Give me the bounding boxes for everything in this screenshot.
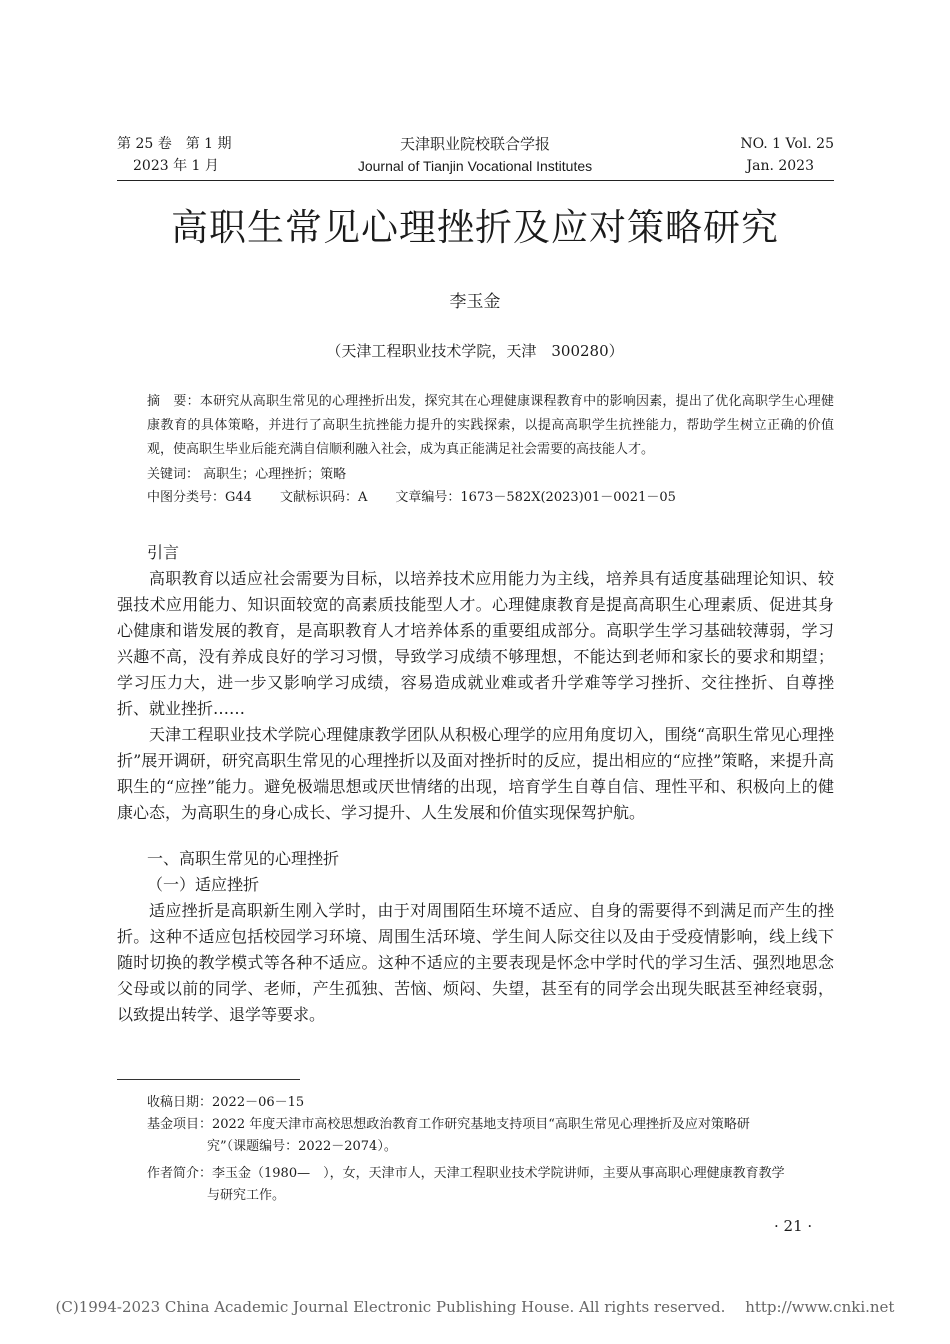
footnote-received: 收稿日期：2022－06－15 (147, 1095, 305, 1110)
page-number: · 21 · (774, 1217, 813, 1235)
paragraph: 高职教育以适应社会需要为目标，以培养技术应用能力为主线，培养具有适度基础理论知识、较强技术应用能力、知识面较宽的高素质技能型人才。心理健康教育是提高高职生心理素质、促进其身心健康和谐发展的教育，是高职教育人才培养体系的重要组成部分。高职学生学习基础较薄弱，学习兴趣不高，没有养成良好的学习习惯，导致学习成绩不够理想，不能达到老师和家长的要求和期望；学习压力大，进一步又影响学习成绩，容易造成就业难或者升学难等学习挫折、交往挫折、自尊挫折、就业挫折…… (117, 569, 834, 718)
author-name: 李玉金 (449, 292, 501, 312)
bio-text-line-2: 与研究工作。 (207, 1188, 286, 1203)
bio-text-line-1: 李玉金（1980— ），女，天津市人，天津工程职业技术学院讲师，主要从事高职心理健康教育教学 (212, 1166, 785, 1181)
bio-label: 作者简介： (147, 1166, 213, 1181)
header-date-cn: 2023 年 1 月 (133, 158, 219, 174)
footnote-fund (147, 1114, 834, 1158)
document-code: 文献标识码：A (279, 490, 368, 505)
abstract (147, 390, 834, 462)
article-number: 文章编号：1673－582X(2023)01－0021－05 (395, 490, 676, 505)
author-affiliation: （天津工程职业技术学院，天津 300280） (326, 342, 624, 360)
section-heading: 一、高职生常见的心理挫折 (147, 849, 340, 868)
fund-label: 基金项目： (147, 1117, 213, 1132)
fund-text-line-1: 2022 年度天津市高校思想政治教育工作研究基地支持项目“高职生常见心理挫折及应对策略研 (212, 1117, 750, 1132)
paragraph: 天津工程职业技术学院心理健康教学团队从积极心理学的应用角度切入，围绕“高职生常见心理挫折”展开调研，研究高职生常见的心理挫折以及面对挫折时的反应，提出相应的“应挫”策略，来提升高职生的“应挫”能力。避免极端思想或厌世情绪的出现，培育学生自尊自信、理性平和、积极向上的健康心态，为高职生的身心成长、学习提升、人生发展和价值实现保驾护航。 (117, 725, 834, 822)
article-title: 高职生常见心理挫折及应对策略研究 (171, 206, 779, 249)
intro-body (117, 566, 834, 826)
keywords-text: 高职生；心理挫折；策略 (203, 467, 347, 482)
footnote-rule (117, 1079, 300, 1080)
copyright-notice: (C)1994-2023 China Academic Journal Electronic Publishing House. All rights reserved. http://www.cnki.net (55, 1298, 895, 1316)
header-journal-cn: 天津职业院校联合学报 (399, 135, 550, 153)
footnote-bio (147, 1163, 834, 1207)
subsection-heading: （一）适应挫折 (147, 875, 260, 894)
header-volume-issue: 第 25 卷 第 1 期 (117, 136, 232, 152)
header-vol-en: NO. 1 Vol. 25 (740, 136, 834, 152)
clc-number: 中图分类号：G44 (147, 490, 252, 505)
paragraph: 适应挫折是高职新生刚入学时，由于对周围陌生环境不适应、自身的需要得不到满足而产生的挫折。这种不适应包括校园学习环境、周围生活环境、学生间人际交往以及由于受疫情影响，线上线下随时切换的教学模式等各种不适应。这种不适应的主要表现是怀念中学时代的学习生活、强烈地思念父母或以前的同学、老师，产生孤独、苦恼、烦闷、失望，甚至有的同学会出现失眠甚至神经衰弱，以致提出转学、退学等要求。 (117, 901, 834, 1024)
intro-heading: 引言 (147, 543, 180, 562)
keywords-label: 关键词： (147, 467, 200, 482)
header-journal-en: Journal of Tianjin Vocational Institutes (357, 158, 593, 174)
abstract-text: 本研究从高职生常见的心理挫折出发，探究其在心理健康课程教育中的影响因素，提出了优化高职学生心理健康教育的具体策略，并进行了高职生抗挫能力提升的实践探索，以提高高职学生抗挫能力，帮助学生树立正确的价值观，使高职生毕业后能充满自信顺利融入社会，成为真正能满足社会需要的高技能人才。 (147, 394, 834, 457)
abstract-label: 摘 要： (147, 394, 200, 409)
header-rule (117, 180, 834, 181)
classification-line (147, 488, 676, 508)
fund-text-line-2: 究”（课题编号：2022－2074）。 (207, 1139, 397, 1154)
header-date-en: Jan. 2023 (746, 158, 814, 174)
keywords (147, 465, 346, 485)
section1-body (117, 898, 834, 1028)
